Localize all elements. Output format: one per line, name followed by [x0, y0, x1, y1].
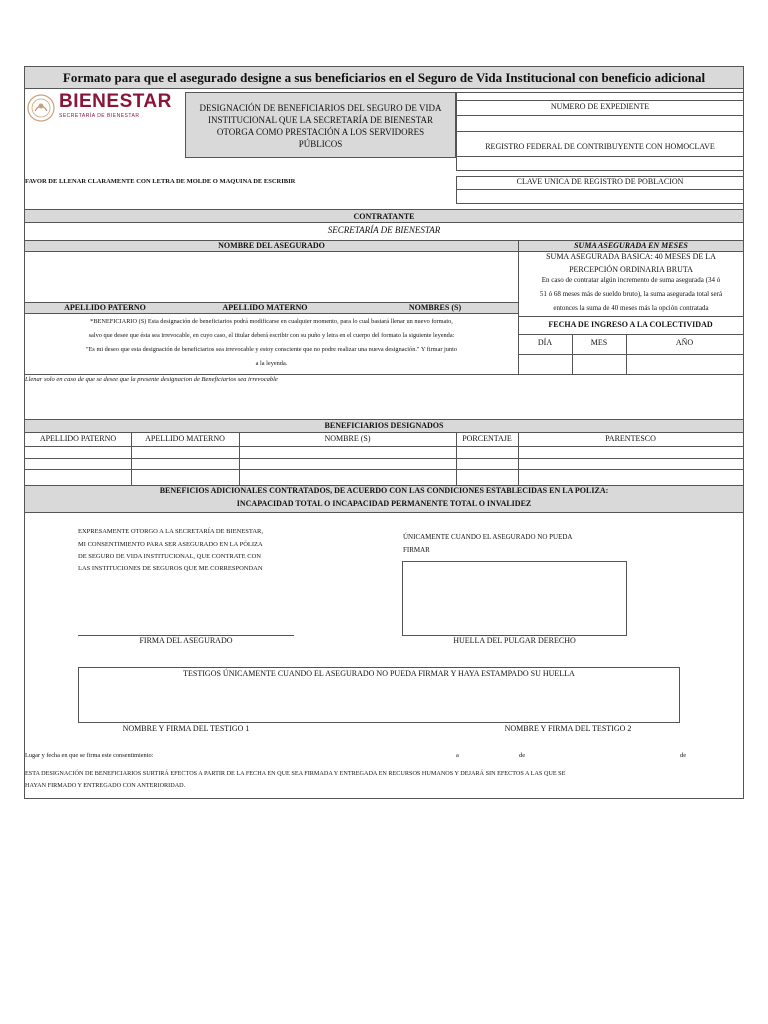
expediente-label: NUMERO DE EXPEDIENTE: [550, 102, 650, 111]
beneficiario-note-line4: a la leyenda.: [255, 360, 288, 367]
contratante-label: CONTRATANTE: [25, 209, 743, 223]
consent-line2: MI CONSENTIMIENTO PARA SER ASEGURADO EN LA PÓLIZA: [78, 541, 263, 548]
rfc-field[interactable]: [457, 157, 743, 170]
huella-box[interactable]: [402, 561, 627, 636]
asegurado-name-field[interactable]: [26, 253, 517, 301]
ben-col-apellido-paterno: APELLIDO PATERNO: [39, 434, 117, 443]
suma-basica-line2: PERCEPCIÓN ORDINARIA BRUTA: [569, 265, 693, 274]
ingreso-mes-field[interactable]: [573, 355, 625, 373]
col-nombres: NOMBRES (S): [408, 303, 462, 312]
logo: [26, 92, 184, 126]
curp-label: CLAVE UNICA DE REGISTRO DE POBLACION: [516, 177, 684, 186]
ben-col-apellido-materno: APELLIDO MATERNO: [145, 434, 225, 443]
footer-line1: ESTA DESIGNACIÓN DE BENEFICIARIOS SURTIRÁ EFECTOS A PARTIR DE LA FECHA EN QUE SEA FIRMADA Y ENTREGADA EN RECURSOS HUMANOS Y DEJARÁ SIN EFECTOS A LAS QUE SE: [25, 770, 566, 777]
table-row[interactable]: [26, 470, 742, 484]
huella-label: HUELLA DEL PULGAR DERECHO: [453, 636, 576, 645]
consent-line1: EXPRESAMENTE OTORGO A LA SECRETARÍA DE BIENESTAR,: [78, 528, 264, 535]
asegurado-label: NOMBRE DEL ASEGURADO: [25, 240, 518, 252]
lugar-a: a: [456, 752, 459, 759]
table-row[interactable]: [26, 447, 742, 457]
consent-line3: DE SEGURO DE VIDA INSTITUCIONAL, QUE CONTRATE CON: [78, 553, 261, 560]
national-emblem-icon: [26, 93, 56, 123]
suma-incremento-line2: 51 ó 68 meses más de sueldo bruto), la suma asegurada total será: [539, 290, 723, 298]
huella-note-line1: ÚNICAMENTE CUANDO EL ASEGURADO NO PUEDA: [403, 533, 573, 541]
ben-col-nombre: NOMBRE (S): [324, 434, 371, 443]
lugar-field[interactable]: [190, 750, 450, 761]
testigos-label: TESTIGOS ÚNICAMENTE CUANDO EL ASEGURADO NO PUEDA FIRMAR Y HAYA ESTAMPADO SU HUELLA: [183, 669, 575, 678]
curp-field[interactable]: [457, 190, 743, 203]
table-row[interactable]: [26, 459, 742, 468]
expediente-field[interactable]: [457, 116, 743, 130]
irrevocable-note: Llenar solo en caso de que se desee que la presente designacion de Beneficiarios sea irrevocable: [25, 376, 278, 383]
asegurado-columns: [25, 302, 518, 314]
instruction-text: FAVOR DE LLENAR CLARAMENTE CON LETRA DE MOLDE O MAQUINA DE ESCRIBIR: [25, 178, 296, 185]
footer-line2: HAYAN FIRMADO Y ENTREGADO CON ANTERIORIDAD.: [25, 782, 186, 789]
ben-col-porcentaje: PORCENTAJE: [462, 434, 512, 443]
ingreso-label: FECHA DE INGRESO A LA COLECTIVIDAD: [548, 320, 713, 329]
firma-asegurado-label: FIRMA DEL ASEGURADO: [139, 636, 233, 645]
designation-header: DESIGNACIÓN DE BENEFICIARIOS DEL SEGURO DE VIDA INSTITUCIONAL QUE LA SECRETARÍA DE BIENESTAR OTORGA COMO PRESTACIÓN A LOS SERVIDORES PÚBLICOS: [185, 92, 456, 158]
suma-incremento-line3: entonces la suma de 40 meses más la opción contratada: [553, 304, 709, 312]
ben-col-parentesco: PARENTESCO: [605, 434, 656, 443]
ingreso-dia: DÍA: [537, 338, 553, 347]
beneficios-line2: INCAPACIDAD TOTAL O INCAPACIDAD PERMANENTE TOTAL O INVALIDEZ: [236, 499, 532, 508]
lugar-de1: de: [519, 752, 526, 759]
testigo2-label: NOMBRE Y FIRMA DEL TESTIGO 2: [504, 724, 632, 733]
ingreso-dia-field[interactable]: [519, 355, 571, 373]
contratante-value: SECRETARÍA DE BIENESTAR: [327, 225, 441, 235]
suma-label: SUMA ASEGURADA EN MESES: [518, 240, 743, 252]
suma-basica-line1: SUMA ASEGURADA BASICA: 40 MESES DE LA: [546, 252, 716, 261]
testigo1-label: NOMBRE Y FIRMA DEL TESTIGO 1: [122, 724, 250, 733]
suma-incremento-line1: En caso de contratar algún incremento de suma asegurada (34 ó: [541, 276, 721, 284]
huella-note-line2: FIRMAR: [403, 546, 430, 554]
form-title: Formato para que el asegurado designe a sus beneficiarios en el Seguro de Vida Institucional con beneficio adicional: [25, 67, 743, 89]
consent-line4: LAS INSTITUCIONES DE SEGUROS QUE ME CORRESPONDAN: [78, 565, 263, 572]
ingreso-anio: AÑO: [675, 338, 694, 347]
beneficiario-note-line3: "Es mi deseo que esta designación de beneficiarios sea irrevocable y estoy consciente que no podre realizar una nueva designación." Y firmar junto: [86, 346, 457, 353]
lugar-de2: de: [680, 752, 687, 759]
logo-name: BIENESTAR: [59, 91, 172, 112]
irrevocable-field[interactable]: [26, 386, 742, 418]
ingreso-mes: MES: [590, 338, 608, 347]
col-apellido-paterno: APELLIDO PATERNO: [64, 303, 146, 312]
beneficiario-note-line2: salvo que desee que ésta sea irrevocable, en cuyo caso, el titular deberá escribir con su puño y letra en el cuerpo del formato la siguiente leyenda:: [88, 332, 455, 339]
beneficios-adicionales: [25, 485, 743, 513]
col-apellido-materno: APELLIDO MATERNO: [222, 303, 308, 312]
beneficiarios-columns: [25, 433, 743, 446]
beneficios-line1: BENEFICIOS ADICIONALES CONTRATADOS, DE ACUERDO CON LAS CONDICIONES ESTABLECIDAS EN LA POLIZA:: [159, 486, 609, 495]
beneficiarios-label: BENEFICIARIOS DESIGNADOS: [25, 419, 743, 433]
lugar-label: Lugar y fecha en que se firma este consentimiento:: [25, 752, 154, 759]
ingreso-anio-field[interactable]: [627, 355, 742, 373]
logo-subtitle: SECRETARÍA DE BIENESTAR: [59, 113, 140, 119]
beneficiario-note-line1: *BENEFICIARIO (S) Esta designación de beneficiarios podrá modificarse en cualquier momento, para lo cual bastará llenar un nuevo formato,: [90, 318, 453, 325]
rfc-label: REGISTRO FEDERAL DE CONTRIBUYENTE CON HOMOCLAVE: [485, 142, 715, 151]
